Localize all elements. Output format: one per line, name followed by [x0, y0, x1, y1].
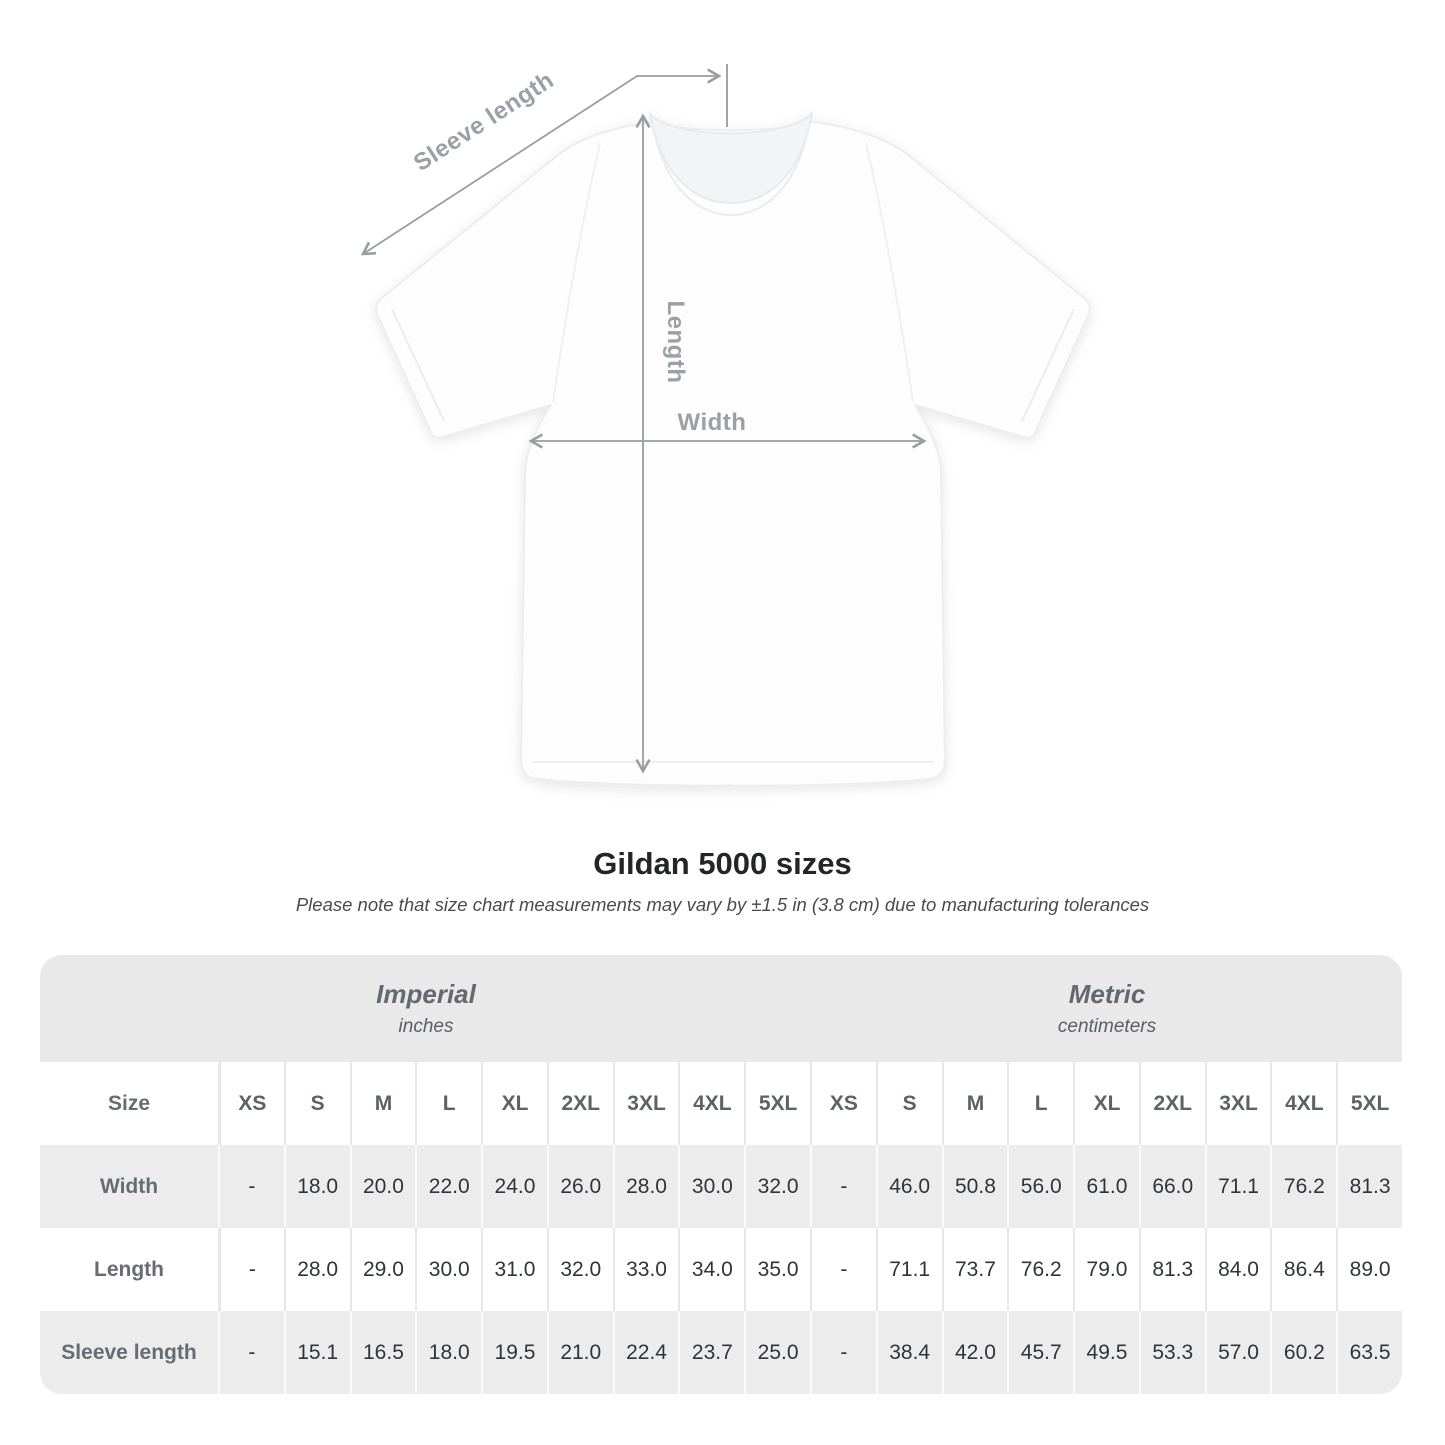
- table-cell: 30.0: [678, 1145, 744, 1228]
- table-cell: 34.0: [678, 1228, 744, 1311]
- table-cell: 46.0: [876, 1145, 942, 1228]
- table-cell: 71.1: [1205, 1145, 1271, 1228]
- table-row-sleeve-length: [40, 1311, 1402, 1394]
- table-cell: 31.0: [481, 1228, 547, 1311]
- size-header: 3XL: [1205, 1062, 1271, 1145]
- table-cell: 25.0: [744, 1311, 810, 1394]
- size-header-row: [40, 1062, 1402, 1145]
- table-cell: 61.0: [1073, 1145, 1139, 1228]
- sleeve-length-label: Sleeve length: [408, 66, 559, 177]
- table-cell: 24.0: [481, 1145, 547, 1228]
- size-header: XL: [1073, 1062, 1139, 1145]
- table-cell: 35.0: [744, 1228, 810, 1311]
- size-header: S: [284, 1062, 350, 1145]
- table-cell: -: [218, 1311, 284, 1394]
- imperial-title: Imperial: [376, 979, 476, 1009]
- table-cell: -: [218, 1228, 284, 1311]
- size-header: 5XL: [744, 1062, 810, 1145]
- table-cell: 22.0: [415, 1145, 481, 1228]
- table-cell: 30.0: [415, 1228, 481, 1311]
- table-cell: 33.0: [613, 1228, 679, 1311]
- size-header: 4XL: [1270, 1062, 1336, 1145]
- size-header: 4XL: [678, 1062, 744, 1145]
- size-header: XS: [218, 1062, 284, 1145]
- imperial-header: [40, 955, 812, 1062]
- table-cell: 26.0: [547, 1145, 613, 1228]
- size-header: L: [415, 1062, 481, 1145]
- table-cell: 53.3: [1139, 1311, 1205, 1394]
- row-label: Sleeve length: [40, 1311, 218, 1394]
- table-cell: 60.2: [1270, 1311, 1336, 1394]
- table-cell: 63.5: [1336, 1311, 1402, 1394]
- table-row-width: [40, 1145, 1402, 1228]
- imperial-unit: inches: [398, 1016, 454, 1037]
- metric-header: [812, 955, 1402, 1062]
- table-cell: 57.0: [1205, 1311, 1271, 1394]
- table-cell: 76.2: [1270, 1145, 1336, 1228]
- row-label: Length: [40, 1228, 218, 1311]
- size-table: [40, 955, 1402, 1394]
- page-title: Gildan 5000 sizes: [593, 846, 852, 881]
- size-header: M: [350, 1062, 416, 1145]
- size-header: 2XL: [1139, 1062, 1205, 1145]
- tolerance-note: Please note that size chart measurements may vary by ±1.5 in (3.8 cm) due to manufacturing tolerances: [295, 894, 1150, 915]
- table-cell: 84.0: [1205, 1228, 1271, 1311]
- metric-title: Metric: [1068, 979, 1146, 1009]
- size-header: S: [876, 1062, 942, 1145]
- table-cell: 45.7: [1007, 1311, 1073, 1394]
- table-cell: 50.8: [942, 1145, 1008, 1228]
- row-label: Width: [40, 1145, 218, 1228]
- table-cell: 18.0: [284, 1145, 350, 1228]
- table-cell: 23.7: [678, 1311, 744, 1394]
- width-label: Width: [677, 409, 747, 436]
- table-cell: 15.1: [284, 1311, 350, 1394]
- table-cell: 29.0: [350, 1228, 416, 1311]
- table-cell: 28.0: [613, 1145, 679, 1228]
- table-cell: 66.0: [1139, 1145, 1205, 1228]
- table-cell: 20.0: [350, 1145, 416, 1228]
- table-cell: 73.7: [942, 1228, 1008, 1311]
- tshirt-illustration: [376, 113, 1090, 788]
- table-cell: 32.0: [547, 1228, 613, 1311]
- table-cell: 49.5: [1073, 1311, 1139, 1394]
- table-cell: 42.0: [942, 1311, 1008, 1394]
- table-cell: -: [810, 1311, 876, 1394]
- size-header: L: [1007, 1062, 1073, 1145]
- table-cell: 56.0: [1007, 1145, 1073, 1228]
- table-cell: 22.4: [613, 1311, 679, 1394]
- table-cell: 81.3: [1336, 1145, 1402, 1228]
- table-cell: -: [810, 1145, 876, 1228]
- table-cell: 81.3: [1139, 1228, 1205, 1311]
- metric-unit: centimeters: [1057, 1016, 1157, 1037]
- table-cell: 32.0: [744, 1145, 810, 1228]
- table-cell: 19.5: [481, 1311, 547, 1394]
- table-cell: 71.1: [876, 1228, 942, 1311]
- table-cell: 86.4: [1270, 1228, 1336, 1311]
- unit-header-row: [40, 955, 1402, 1062]
- table-cell: 79.0: [1073, 1228, 1139, 1311]
- table-row-length: [40, 1228, 1402, 1311]
- length-label: Length: [662, 300, 689, 384]
- size-header: M: [942, 1062, 1008, 1145]
- table-cell: 76.2: [1007, 1228, 1073, 1311]
- size-header: 3XL: [613, 1062, 679, 1145]
- table-cell: -: [218, 1145, 284, 1228]
- size-header: XS: [810, 1062, 876, 1145]
- table-cell: 16.5: [350, 1311, 416, 1394]
- size-header: 2XL: [547, 1062, 613, 1145]
- table-cell: 38.4: [876, 1311, 942, 1394]
- size-header: XL: [481, 1062, 547, 1145]
- table-cell: 21.0: [547, 1311, 613, 1394]
- size-column-header: Size: [40, 1062, 218, 1145]
- table-cell: 28.0: [284, 1228, 350, 1311]
- table-cell: -: [810, 1228, 876, 1311]
- table-cell: 89.0: [1336, 1228, 1402, 1311]
- size-header: 5XL: [1336, 1062, 1402, 1145]
- table-cell: 18.0: [415, 1311, 481, 1394]
